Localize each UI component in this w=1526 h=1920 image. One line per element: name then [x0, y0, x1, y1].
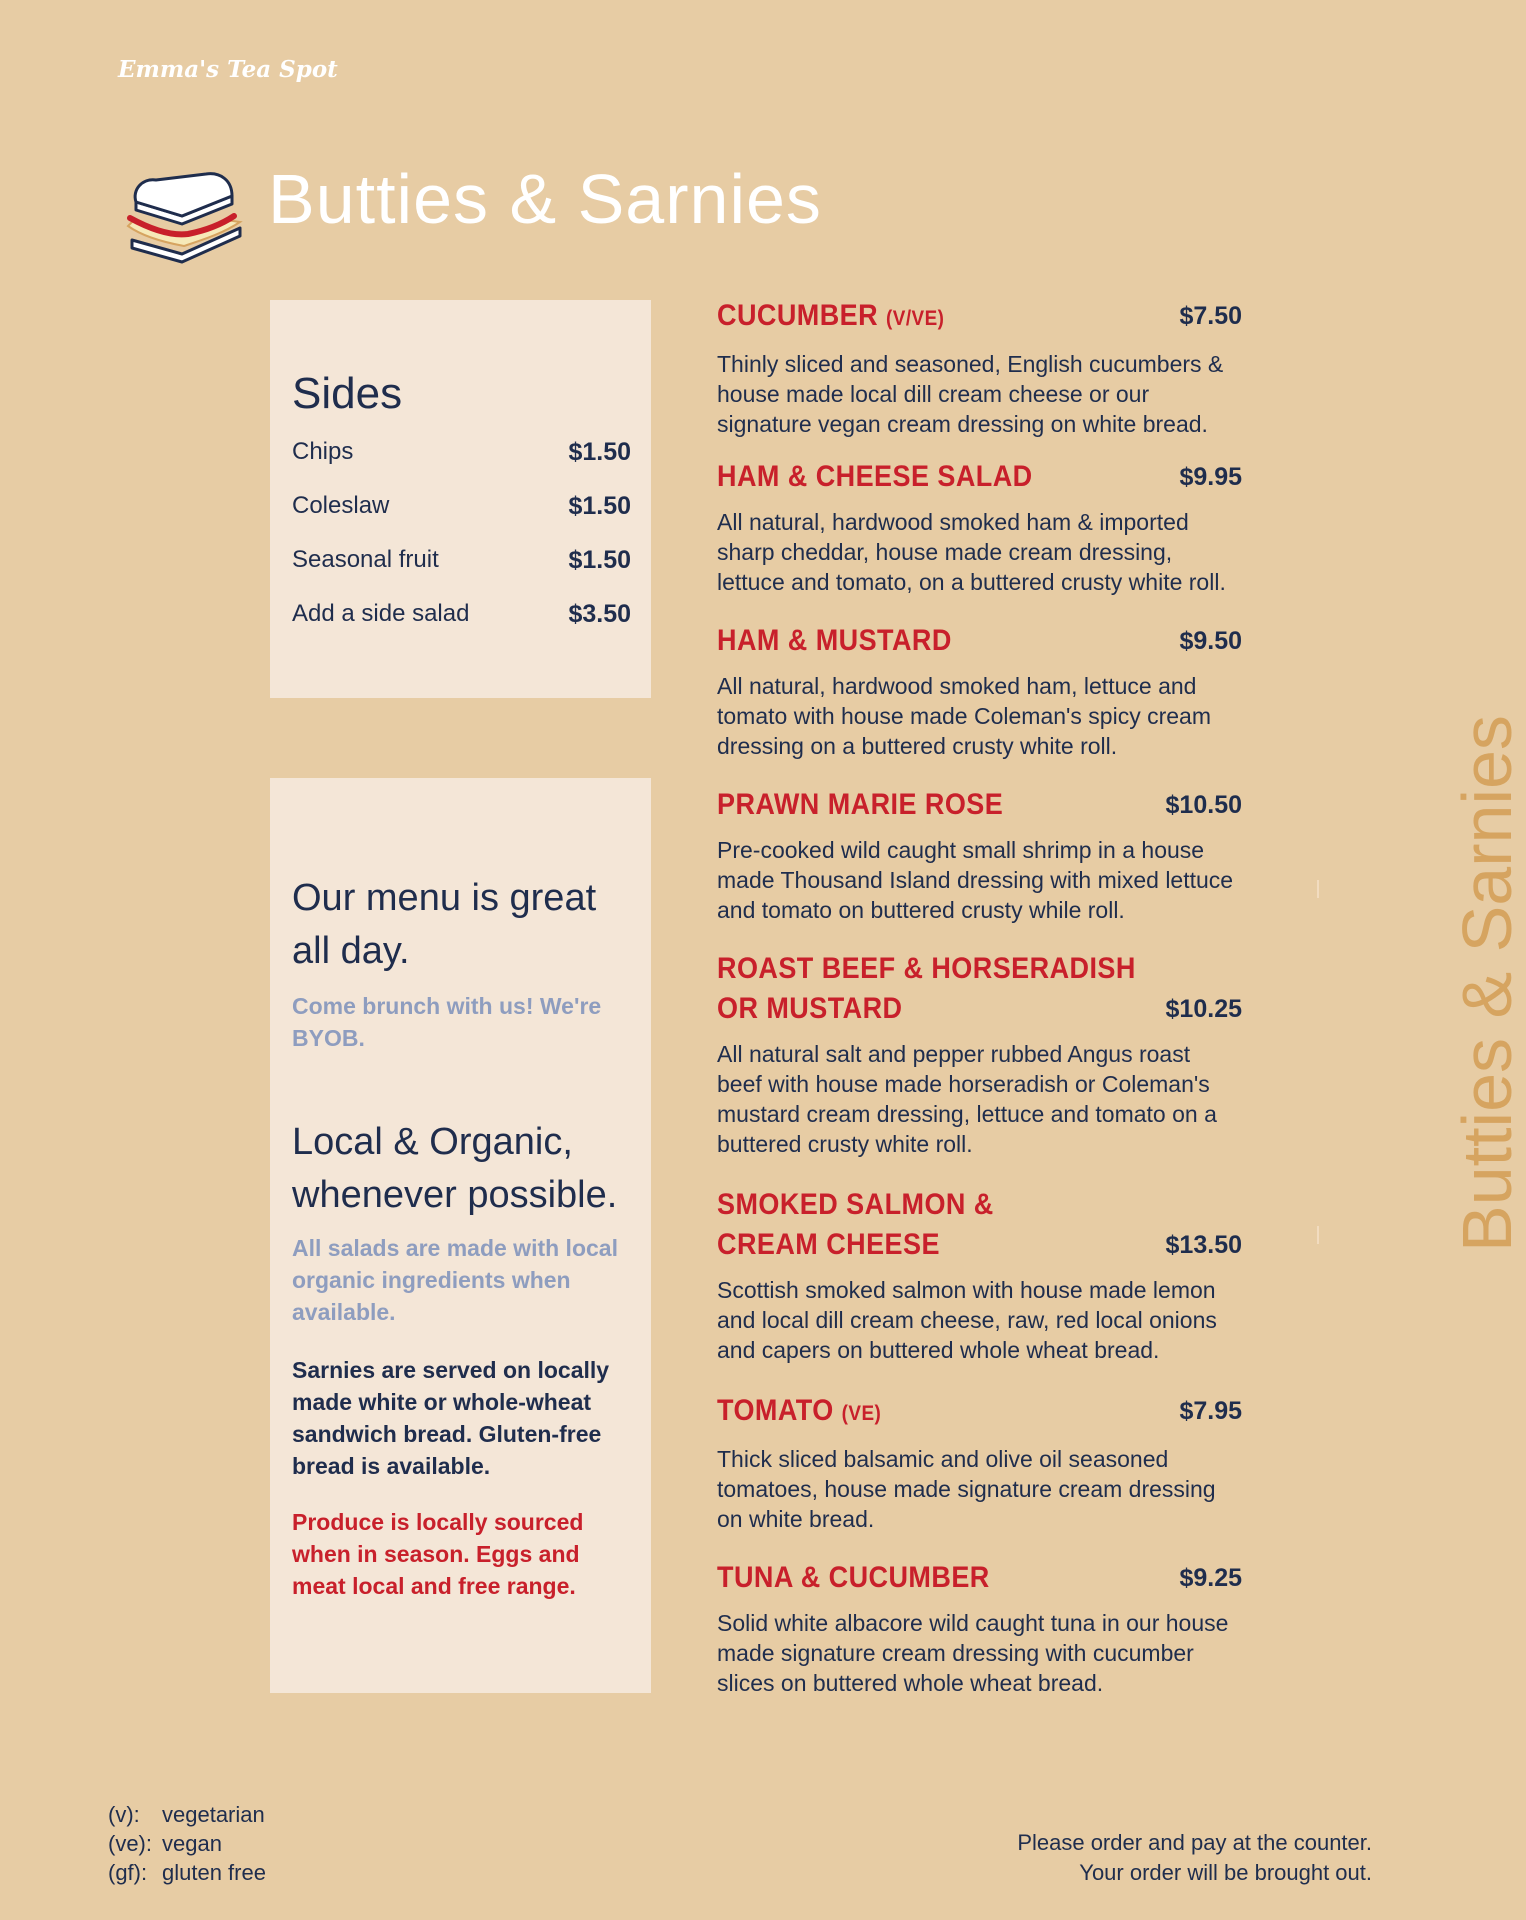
info-note: All salads are made with local organic ingredients when available.	[292, 1235, 618, 1325]
menu-item-name-line2: CREAM CHEESE	[717, 1228, 940, 1261]
menu-item-description: All natural, hardwood smoked ham & imported sharp cheddar, house made cream dressing, lettuce and tomato, on a buttered crusty white roll.	[717, 509, 1226, 595]
menu-item	[717, 621, 1242, 761]
menu-item-description: Scottish smoked salmon with house made lemon and local dill cream cheese, raw, red local onions and capers on buttered whole wheat bread.	[717, 1277, 1217, 1363]
menu-item	[717, 296, 1242, 439]
menu-item-price: $7.95	[1179, 1397, 1242, 1425]
legend-label: vegan	[162, 1831, 222, 1856]
menu-item-name: TOMATO (VE)	[717, 1394, 882, 1427]
menu-item-name-line2: OR MUSTARD	[717, 992, 903, 1025]
order-note-line: Please order and pay at the counter.	[1017, 1830, 1372, 1855]
menu-item-name: PRAWN MARIE ROSE	[717, 788, 1004, 821]
divider-tick	[1317, 1226, 1319, 1244]
side-item-price: $1.50	[568, 492, 631, 520]
info-note: Produce is locally sourced when in season. Eggs and meat local and free range.	[292, 1509, 584, 1599]
legend-label: gluten free	[162, 1860, 266, 1885]
info-panel	[270, 778, 651, 1693]
menu-item-name: HAM & MUSTARD	[717, 624, 952, 657]
menu-item-price: $9.50	[1179, 627, 1242, 655]
menu-item-price: $10.50	[1165, 791, 1242, 819]
order-note-line: Your order will be brought out.	[1079, 1860, 1372, 1885]
menu-item-name: SMOKED SALMON &	[717, 1188, 994, 1221]
menu-item-name: TUNA & CUCUMBER	[717, 1561, 990, 1594]
side-item-name: Chips	[292, 438, 354, 465]
menu-item-description: Solid white albacore wild caught tuna in our house made signature cream dressing with cucumber slices on buttered whole wheat bread.	[717, 1610, 1229, 1696]
page-title: Butties & Sarnies	[268, 160, 822, 238]
side-item	[292, 600, 631, 640]
legend-row	[108, 1858, 266, 1887]
menu-item	[717, 1558, 1242, 1698]
menu-item-description: Thick sliced balsamic and olive oil seasoned tomatoes, house made signature cream dressing on white bread.	[717, 1446, 1216, 1532]
menu-item-price: $7.50	[1179, 302, 1242, 330]
vertical-title: Butties & Sarnies	[1448, 715, 1526, 1252]
info-note: Come brunch with us! We're BYOB.	[292, 993, 602, 1051]
side-item-name: Coleslaw	[292, 492, 390, 519]
menu-item-description: All natural, hardwood smoked ham, lettuce and tomato with house made Coleman's spicy cream dressing on a buttered crusty white roll.	[717, 673, 1211, 759]
sides-panel	[270, 300, 651, 698]
side-item-price: $1.50	[568, 438, 631, 466]
side-item-name: Add a side salad	[292, 600, 470, 627]
menu-item	[717, 949, 1242, 1159]
legend-label: vegetarian	[162, 1802, 265, 1827]
menu-item-price: $10.25	[1165, 995, 1242, 1023]
menu-item	[717, 457, 1242, 597]
info-note: Sarnies are served on locally made white or whole-wheat sandwich bread. Gluten-free bread is available.	[292, 1357, 610, 1479]
menu-item-name: CUCUMBER (V/VE)	[717, 299, 945, 332]
sandwich-icon	[122, 170, 246, 266]
side-item-price: $3.50	[568, 600, 631, 628]
side-item	[292, 438, 631, 478]
side-item	[292, 492, 631, 532]
legend-key: (gf):	[108, 1860, 148, 1885]
legend-row	[108, 1829, 266, 1858]
order-note	[1017, 1828, 1372, 1888]
menu-item	[717, 785, 1242, 925]
legend-row	[108, 1800, 266, 1829]
menu-item-name: HAM & CHEESE SALAD	[717, 460, 1033, 493]
info-heading: Our menu is great all day.	[292, 877, 597, 972]
menu-item-description: Pre-cooked wild caught small shrimp in a house made Thousand Island dressing with mixed lettuce and tomato on buttered crusty while roll.	[717, 837, 1234, 923]
menu-item	[717, 1391, 1242, 1534]
menu-item-price: $13.50	[1165, 1231, 1242, 1259]
menu-item	[717, 1185, 1242, 1365]
divider-tick	[1317, 880, 1319, 898]
menu-item-name: ROAST BEEF & HORSERADISH	[717, 952, 1136, 985]
menu-item-price: $9.95	[1179, 463, 1242, 491]
info-heading: Local & Organic, whenever possible.	[292, 1121, 618, 1216]
legend-key: (v):	[108, 1802, 140, 1827]
side-item	[292, 546, 631, 586]
side-item-price: $1.50	[568, 546, 631, 574]
menu-item-description: Thinly sliced and seasoned, English cucumbers & house made local dill cream cheese or our signature vegan cream dressing on white bread.	[717, 351, 1224, 437]
menu-item-tag: (V/VE)	[886, 307, 945, 330]
menu-item-tag: (VE)	[841, 1402, 882, 1425]
side-item-name: Seasonal fruit	[292, 546, 439, 573]
brand-logo: Emma's Tea Spot	[118, 56, 338, 83]
legend-key: (ve):	[108, 1831, 152, 1856]
menu-item-description: All natural salt and pepper rubbed Angus roast beef with house made horseradish or Coleman's mustard cream dressing, lettuce and tomato on a buttered crusty white roll.	[717, 1041, 1217, 1157]
menu-item-price: $9.25	[1179, 1564, 1242, 1592]
sides-title: Sides	[292, 369, 403, 418]
diet-legend	[108, 1800, 266, 1887]
